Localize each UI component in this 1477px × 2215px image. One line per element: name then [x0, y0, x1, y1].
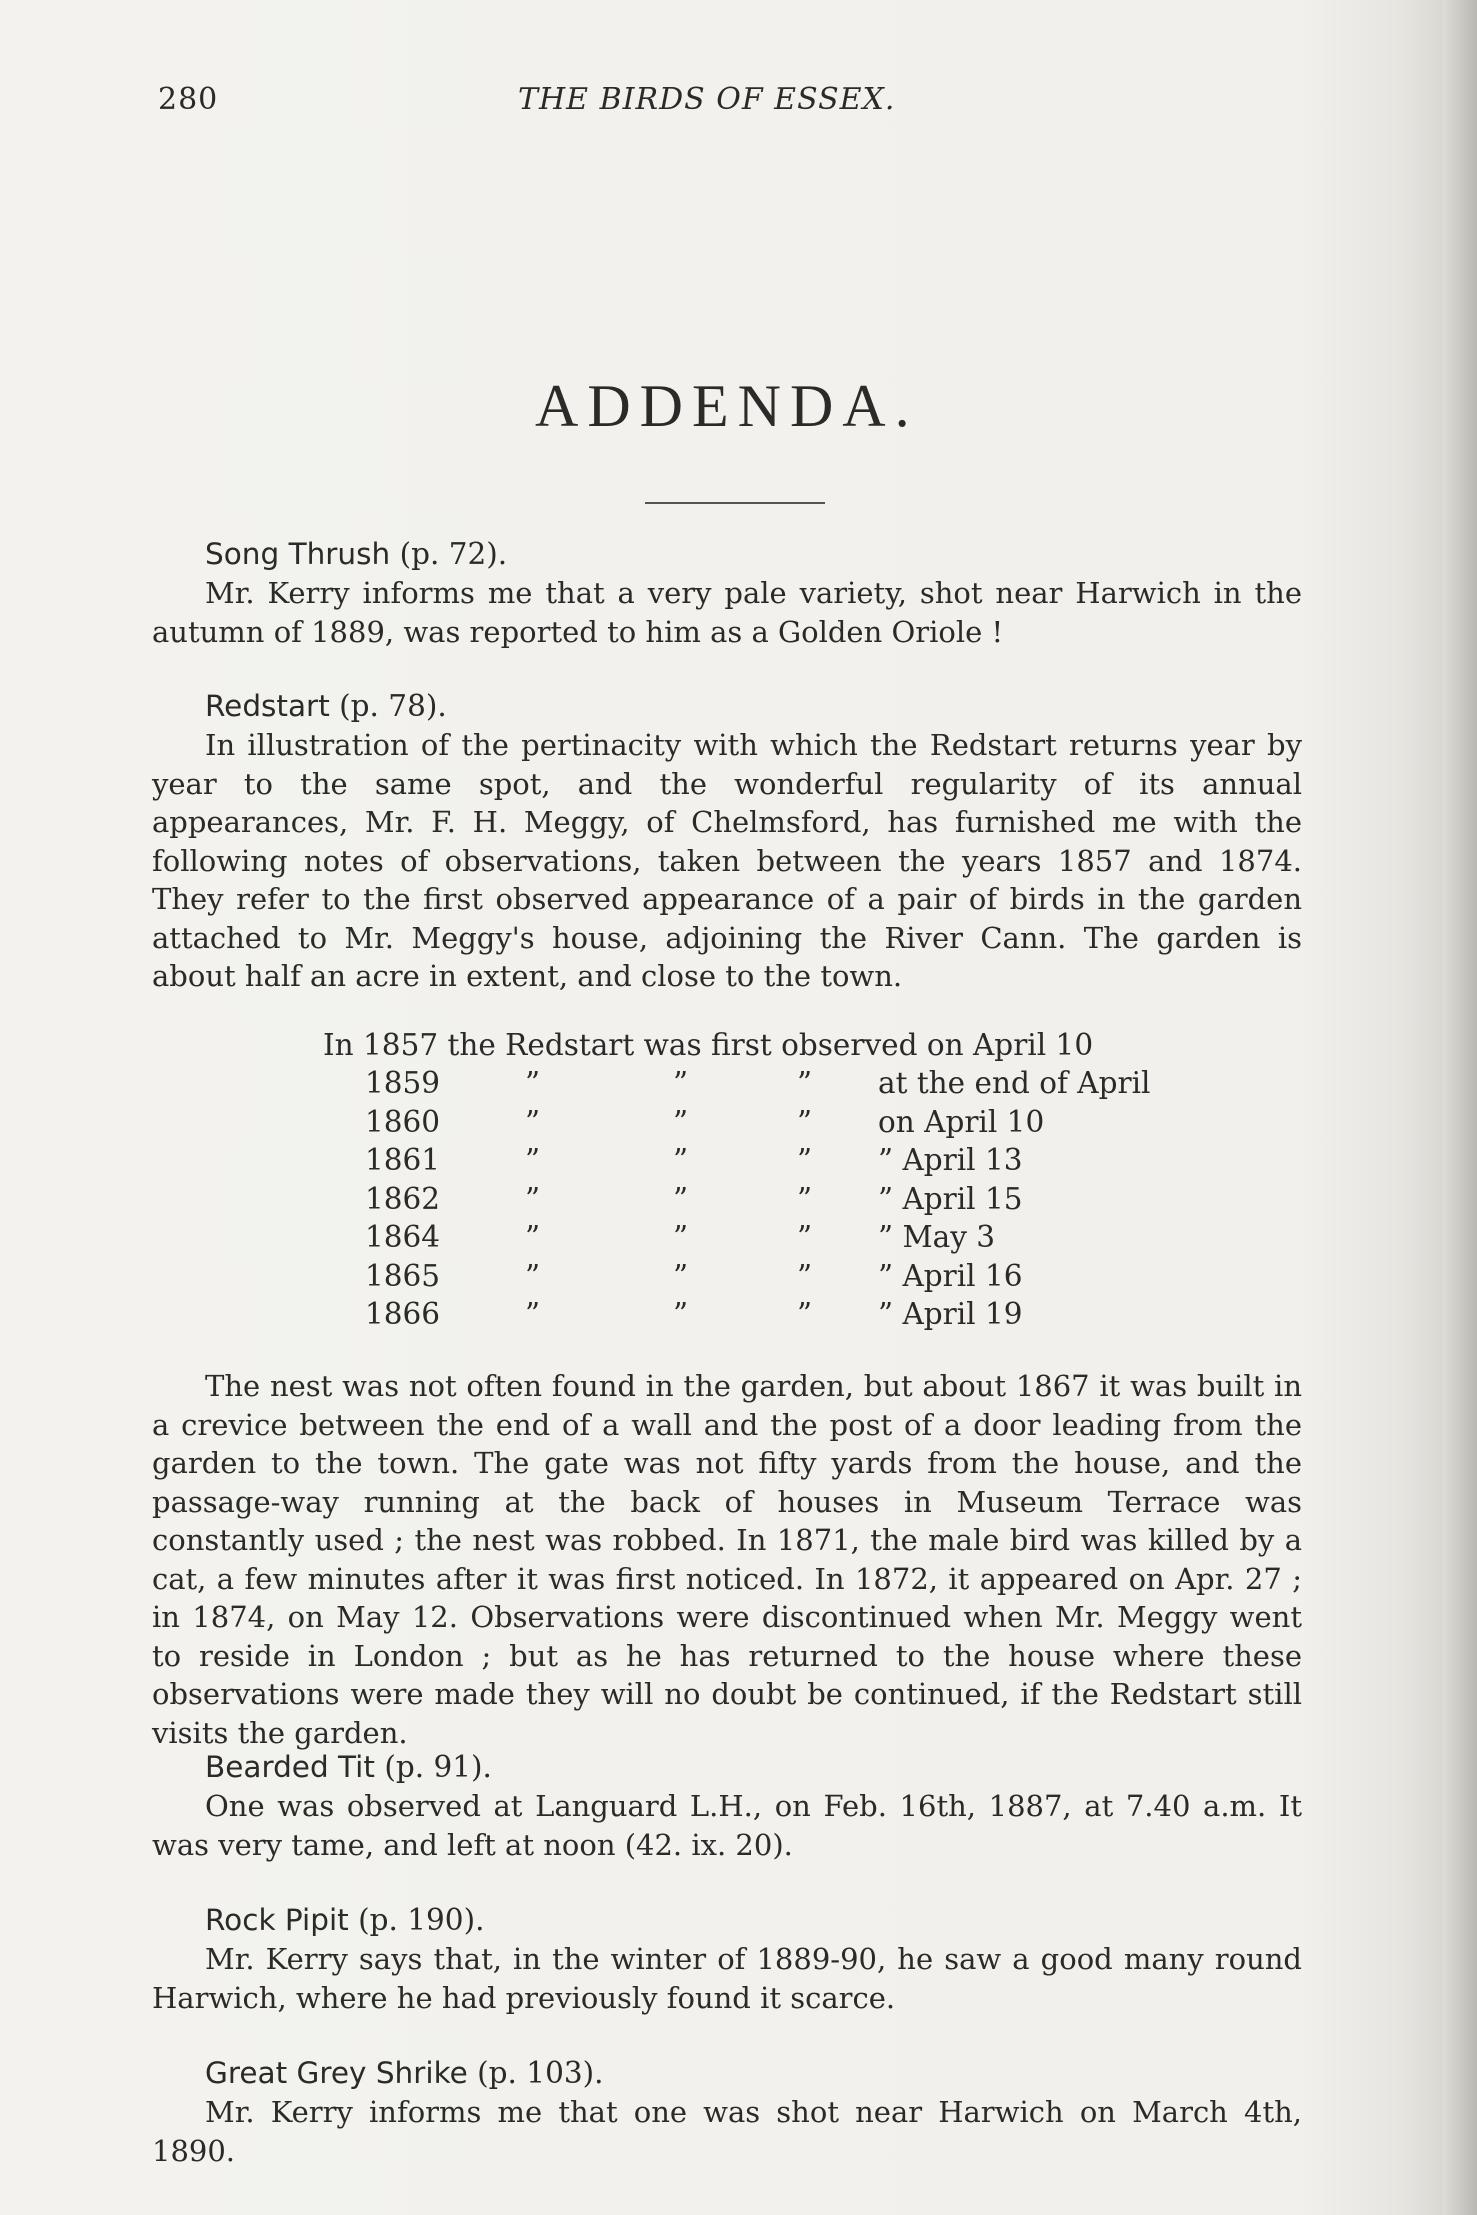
ditto-mark: ” [525, 1181, 541, 1216]
section-text-bearded-tit: One was observed at Languard L.H., on Feb. 16th, 1887, at 7.40 a.m. It was very tame, and left at noon (42. ix. 20). [152, 1789, 1302, 1862]
page-reference: (p. 103). [477, 2056, 604, 2090]
table-value: ” April 19 [878, 1297, 1023, 1331]
table-intro: In 1857 the Redstart was first observed on April 10 [323, 1028, 1094, 1062]
section-heading-song-thrush [205, 537, 507, 571]
page-edge-shadow [1443, 0, 1477, 2215]
section-heading-great-grey-shrike [205, 2056, 604, 2090]
table-year: 1859 [365, 1066, 441, 1100]
section-heading-bearded-tit [205, 1750, 492, 1784]
ditto-mark: ” [797, 1220, 813, 1254]
species-name: Rock Pipit [205, 1903, 349, 1937]
ditto-mark: ” [673, 1143, 689, 1177]
table-value: on April 10 [878, 1104, 1045, 1139]
ditto-mark: ” [673, 1220, 689, 1254]
species-name: Redstart [205, 689, 330, 723]
ditto-mark: ” [797, 1297, 813, 1331]
ditto-mark: ” [673, 1297, 689, 1331]
running-title: THE BIRDS OF ESSEX. [518, 82, 896, 117]
page-title: ADDENDA. [535, 373, 919, 439]
section-text-great-grey-shrike: Mr. Kerry informs me that one was shot near Harwich on March 4th, 1890. [152, 2095, 1302, 2168]
table-value: ” May 3 [878, 1220, 996, 1254]
title-rule [645, 502, 825, 504]
ditto-mark: ” [673, 1066, 689, 1100]
section-heading-rock-pipit [205, 1903, 484, 1937]
ditto-mark: ” [673, 1258, 689, 1293]
page-reference: (p. 91). [384, 1750, 492, 1784]
section-heading-redstart [205, 689, 447, 723]
page-reference: (p. 190). [358, 1903, 485, 1937]
table-value: ” April 13 [878, 1143, 1023, 1177]
table-year: 1860 [365, 1104, 441, 1139]
table-value: ” April 15 [878, 1181, 1023, 1216]
species-name: Bearded Tit [205, 1750, 375, 1784]
table-year: 1865 [365, 1258, 441, 1293]
table-value: ” April 16 [878, 1258, 1023, 1293]
section-text-rock-pipit: Mr. Kerry says that, in the winter of 1889-90, he saw a good many round Harwich, where he had previously found it scarce. [152, 1942, 1302, 2015]
ditto-mark: ” [673, 1181, 689, 1216]
species-name: Song Thrush [205, 537, 391, 571]
table-year: 1862 [365, 1181, 441, 1216]
table-year: 1861 [365, 1143, 441, 1177]
page-reference: (p. 78). [339, 689, 447, 723]
page-reference: (p. 72). [399, 537, 508, 571]
ditto-mark: ” [673, 1104, 689, 1139]
page-number: 280 [158, 82, 219, 117]
redstart-followup-text: The nest was not often found in the garden, but about 1867 it was built in a crevice between the end of a wall and the post of a door leading from the garden to the town. The gate was not fifty yards from the house, and the passage-way running at the back of houses in Museum Terrace was constantly used ; the nest was robbed. In 1871, the male bird was killed by a cat, a few minutes after it was first noticed. In 1872, it appeared on Apr. 27 ; in 1874, on May 12. Observations were discontinued when Mr. Meggy went to reside in London ; but as he has returned to the house where these observations were made they will no doubt be continued, if the Redstart still visits the garden. [152, 1369, 1302, 1750]
ditto-mark: ” [797, 1104, 813, 1139]
ditto-mark: ” [525, 1104, 541, 1139]
species-name: Great Grey Shrike [205, 2056, 468, 2090]
section-text-redstart: In illustration of the pertinacity with which the Redstart returns year by year to the same spot, and the wonderful regularity of its annual appearances, Mr. F. H. Meggy, of Chelmsford, has furnished me with the following notes of observations, taken between the years 1857 and 1874. They refer to the first observed appearance of a pair of birds in the garden attached to Mr. Meggy's house, adjoining the River Cann. The garden is about half an acre in extent, and close to the town. [152, 728, 1302, 993]
ditto-mark: ” [797, 1258, 813, 1293]
ditto-mark: ” [525, 1220, 541, 1254]
ditto-mark: ” [525, 1297, 541, 1331]
table-value: at the end of April [878, 1066, 1151, 1100]
ditto-mark: ” [797, 1181, 813, 1216]
ditto-mark: ” [797, 1143, 813, 1177]
table-year: 1864 [365, 1220, 441, 1254]
ditto-mark: ” [797, 1066, 813, 1100]
table-year: 1866 [365, 1297, 441, 1331]
ditto-mark: ” [525, 1258, 541, 1293]
section-text-song-thrush: Mr. Kerry informs me that a very pale variety, shot near Harwich in the autumn of 1889, was reported to him as a Golden Oriole ! [152, 576, 1302, 649]
ditto-mark: ” [525, 1143, 541, 1177]
ditto-mark: ” [525, 1066, 541, 1100]
